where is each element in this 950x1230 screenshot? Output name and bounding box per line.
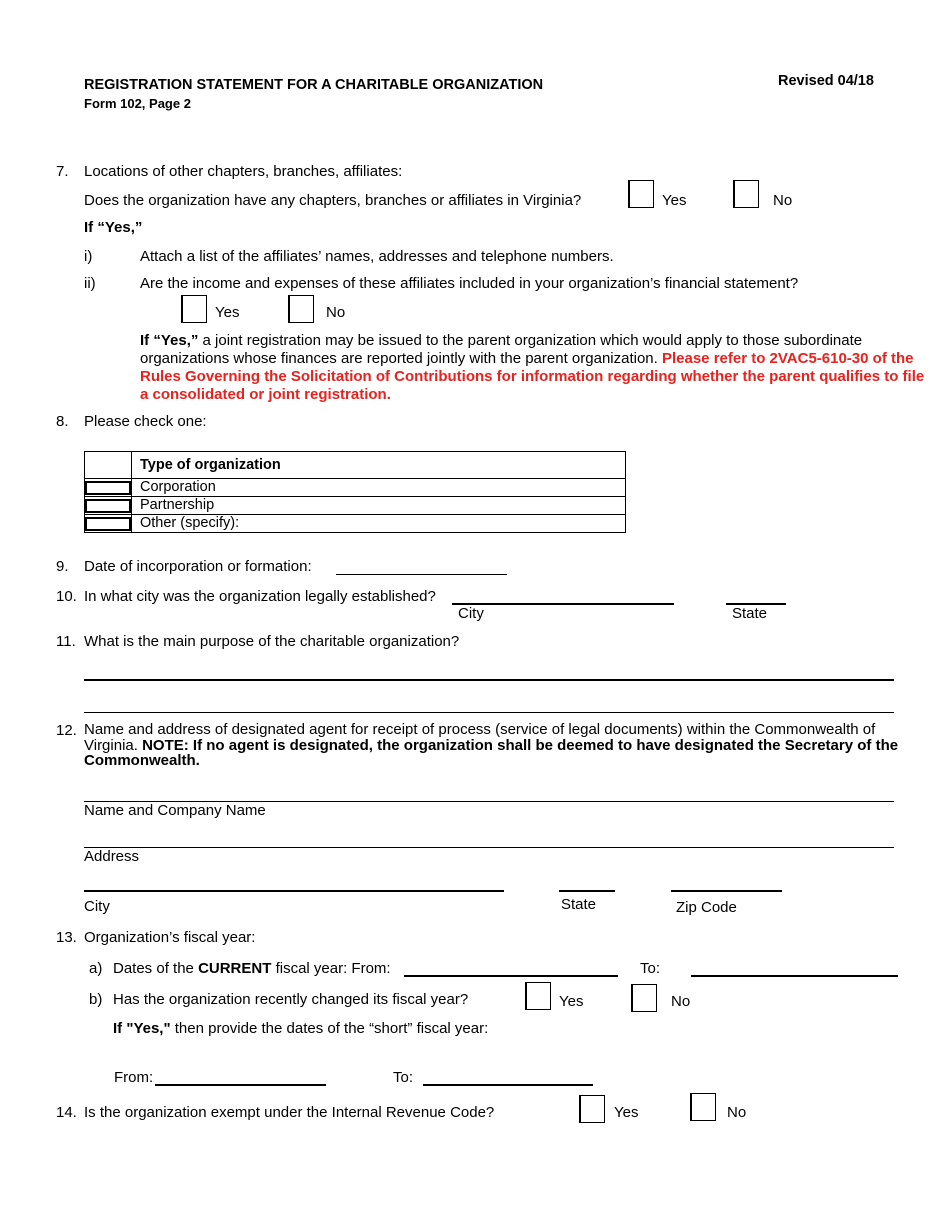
q10-number: 10. bbox=[56, 588, 77, 605]
q12-note: NOTE: If no agent is designated, the organization shall be deemed to have designated the Secretary of the Commonwealth. bbox=[84, 736, 899, 769]
other-checkbox[interactable] bbox=[85, 515, 132, 533]
q12-number: 12. bbox=[56, 722, 77, 739]
agent-zip-field[interactable] bbox=[671, 890, 782, 892]
q7-note-bold: If “Yes,” bbox=[140, 332, 199, 349]
revised-date: Revised 04/18 bbox=[778, 73, 874, 89]
q14-no-label: No bbox=[727, 1104, 747, 1121]
q7-ii-yes-checkbox[interactable] bbox=[181, 295, 207, 323]
q13a-pre: Dates of the bbox=[113, 960, 199, 977]
q9-number: 9. bbox=[56, 558, 69, 575]
agent-state-label: State bbox=[561, 896, 597, 913]
short-year-to-label: To: bbox=[393, 1069, 414, 1086]
q10-state-label: State bbox=[732, 605, 768, 622]
q7-question: Does the organization have any chapters, branches or affiliates in Virginia? bbox=[84, 192, 582, 209]
q13a-label: a) bbox=[89, 960, 103, 977]
option-partnership: Partnership bbox=[132, 497, 626, 515]
q10-city-label: City bbox=[458, 605, 484, 622]
q14-text: Is the organization exempt under the Internal Revenue Code? bbox=[84, 1104, 495, 1121]
q14-no-checkbox[interactable] bbox=[690, 1093, 716, 1121]
q12-text-block bbox=[84, 722, 902, 769]
q13b-yes-label: Yes bbox=[559, 993, 584, 1010]
agent-city-field[interactable] bbox=[84, 890, 504, 892]
q7-no-label: No bbox=[773, 192, 793, 209]
q13b-yes-checkbox[interactable] bbox=[525, 982, 551, 1010]
agent-zip-label: Zip Code bbox=[676, 899, 737, 916]
agent-state-field[interactable] bbox=[559, 890, 615, 892]
q7-ii-label: ii) bbox=[84, 275, 96, 292]
incorporation-date-field[interactable] bbox=[336, 574, 507, 575]
option-corporation: Corporation bbox=[132, 479, 626, 497]
form-subtitle: Form 102, Page 2 bbox=[84, 96, 191, 111]
q7-ii-text: Are the income and expenses of these affiliates included in your organization’s financial statement? bbox=[140, 275, 799, 292]
q13a-to-label: To: bbox=[640, 960, 661, 977]
q10-text: In what city was the organization legally established? bbox=[84, 588, 436, 605]
q11-number: 11. bbox=[56, 633, 76, 650]
q11-text: What is the main purpose of the charitable organization? bbox=[84, 633, 460, 650]
q13b-if-yes-text: then provide the dates of the “short” fiscal year: bbox=[170, 1020, 489, 1037]
short-year-to-field[interactable] bbox=[423, 1084, 593, 1086]
q13a-post: fiscal year: From: bbox=[271, 960, 391, 977]
fiscal-year-to-field[interactable] bbox=[691, 975, 898, 977]
q7-ii-yes-label: Yes bbox=[215, 304, 240, 321]
q7-yes-checkbox[interactable] bbox=[628, 180, 654, 208]
q13b-label: b) bbox=[89, 991, 103, 1008]
agent-address-field[interactable] bbox=[84, 847, 894, 848]
purpose-field-line-1[interactable] bbox=[84, 679, 894, 681]
organization-type-table bbox=[84, 451, 626, 533]
q7-number: 7. bbox=[56, 163, 69, 180]
agent-address-label: Address bbox=[84, 848, 140, 865]
q13b-if-yes bbox=[113, 1020, 488, 1037]
q7-if-yes: If “Yes,” bbox=[84, 219, 143, 236]
q7-note-text: a joint registration may be issued to the parent organization which would apply to those subordinate organizations whose finances are reported jointly with the parent organization. bbox=[140, 332, 863, 367]
q13b-if-yes-bold: If "Yes," bbox=[113, 1020, 171, 1037]
q13b-no-label: No bbox=[671, 993, 691, 1010]
q13a-bold: CURRENT bbox=[198, 960, 272, 977]
q8-text: Please check one: bbox=[84, 413, 207, 430]
partnership-checkbox[interactable] bbox=[85, 497, 132, 515]
q9-text: Date of incorporation or formation: bbox=[84, 558, 312, 575]
option-other: Other (specify): bbox=[132, 515, 626, 533]
q8-number: 8. bbox=[56, 413, 69, 430]
established-city-field[interactable] bbox=[452, 603, 674, 605]
table-header-blank bbox=[85, 452, 132, 479]
form-title: REGISTRATION STATEMENT FOR A CHARITABLE ORGANIZATION bbox=[84, 77, 544, 93]
q7-i-label: i) bbox=[84, 248, 93, 265]
q14-yes-checkbox[interactable] bbox=[579, 1095, 605, 1123]
q7-ii-no-checkbox[interactable] bbox=[288, 295, 314, 323]
q7-note-red: Please refer to 2VAC5-610-30 of the Rules Governing the Solicitation of Contributions for information regarding whether the parent qualifies to file a consolidated or joint registration. bbox=[140, 350, 925, 403]
q13b-no-checkbox[interactable] bbox=[631, 984, 657, 1012]
q7-title: Locations of other chapters, branches, affiliates: bbox=[84, 163, 403, 180]
q13-text: Organization’s fiscal year: bbox=[84, 929, 256, 946]
short-year-from-label: From: bbox=[114, 1069, 154, 1086]
q13b-text: Has the organization recently changed its fiscal year? bbox=[113, 991, 469, 1008]
q7-i-text: Attach a list of the affiliates’ names, addresses and telephone numbers. bbox=[140, 248, 614, 265]
q13a-text bbox=[113, 960, 391, 977]
q7-note bbox=[140, 332, 930, 404]
purpose-field-line-2[interactable] bbox=[84, 712, 894, 713]
agent-city-label: City bbox=[84, 898, 110, 915]
short-year-from-field[interactable] bbox=[155, 1084, 326, 1086]
table-header: Type of organization bbox=[132, 452, 626, 479]
q14-yes-label: Yes bbox=[614, 1104, 639, 1121]
fiscal-year-from-field[interactable] bbox=[404, 975, 618, 977]
agent-name-label: Name and Company Name bbox=[84, 802, 266, 819]
q12-text: Name and address of designated agent for receipt of process (service of legal documents) within the Commonwealth of Virginia. bbox=[84, 721, 876, 754]
q13-number: 13. bbox=[56, 929, 77, 946]
q7-yes-label: Yes bbox=[662, 192, 687, 209]
q7-ii-no-label: No bbox=[326, 304, 346, 321]
q7-no-checkbox[interactable] bbox=[733, 180, 759, 208]
q14-number: 14. bbox=[56, 1104, 77, 1121]
corporation-checkbox[interactable] bbox=[85, 479, 132, 497]
